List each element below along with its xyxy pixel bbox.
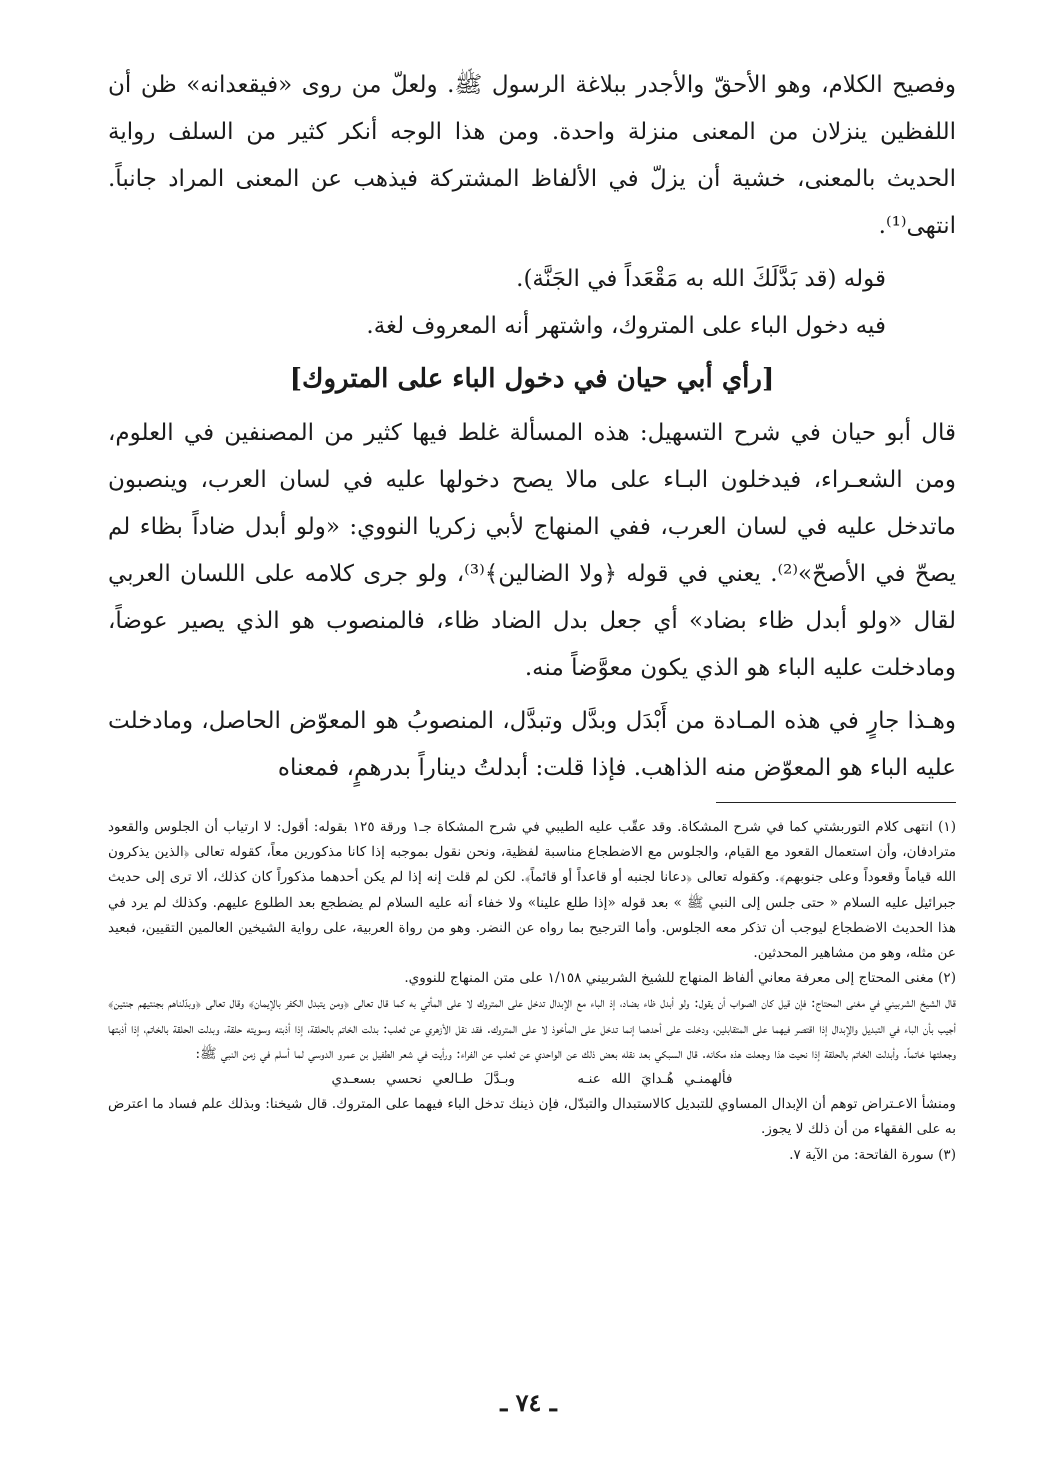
- footnote-divider: [716, 802, 956, 803]
- quote-line: قوله (قد بَدَّلَكَ الله به مَقْعَداً في الجَنَّة).: [516, 266, 886, 292]
- main-text: [108, 62, 956, 792]
- paragraph-1: وفصيح الكلام، وهو الأحقّ والأجدر ببلاغة الرسول ﷺ. ولعلّ من روى «فيقعدانه» ظن أن اللفظين ينزلان من المعنى منزلة واحدة. ومن هذا الوجه أنكر كثير من السلف رواية الحديث بالمعنى، خشية أن يزلّ في الألفاظ المشتركة فيذهب عن المعنى المراد جانباً. انتهى⁽¹⁾.: [108, 72, 956, 239]
- verse-second-hemistich: وبـدَّلَ طـالعي نحسي بسعـدي: [331, 1071, 515, 1088]
- footnotes: [108, 815, 956, 1168]
- paragraph-3: وهـذا جارٍ في هذه المـادة من أَبْدَل وبدَّل وتبدَّل، المنصوبُ هو المعوّض الحاصل، ومادخلت عليه الباء هو المعوّض منه الذاهب. فإذا قلت: أبدلتُ ديناراً بدرهمٍ، فمعناه: [108, 708, 956, 781]
- footnote-1: (١) انتهى كلام التوربشتي كما في شرح المشكاة. وقد عقّب عليه الطيبي في شرح المشكاة جـ١ ورقة ١٢٥ بقوله: أقول: لا ارتياب أن الجلوس والقعود مترادفان، وأن استعمال القعود مع القيام، والجلوس مع الاضطجاع مناسبة لفظية، ونحن نقول بموجبه إذا كانا مذكورين معاً، كقوله تعالى ﴿الذين يذكرون الله قياماً وقعوداً وعلى جنوبهم﴾. وكقوله تعالى ﴿دعانا لجنبه أو قاعداً أو قائماً﴾. لكن لم قلت إنه إذا لم يكن أحدهما مذكوراً كان كذلك، ألا ترى إلى حديث جبرائيل عليه السلام « حتى جلس إلى النبي ﷺ » بعد قوله «إذا طلع علينا» ولا خفاء أنه عليه السلام لم يضطجع بعد الطلوع عليهم. وكذلك لم يرد في هذا الحديث الاضطجاع ليوجب أن تذكر معه الجلوس. وأما الترجيح بما رواه عن النضر. وهو من رواة العربية، على رواية الشيخين العالمين التقيين، فبعيد عن مثله، وهو من مشاهير المحدثين.: [108, 819, 956, 962]
- quote-comment: فيه دخول الباء على المتروك، واشتهر أنه المعروف لغة.: [366, 313, 886, 339]
- paragraph-2: قال أبو حيان في شرح التسهيل: هذه المسألة غلط فيها كثير من المصنفين في العلوم، ومن الشعـراء، فيدخلون البـاء على مالا يصح دخولها عليه في لسان العرب، وينصبون ماتدخل عليه في لسان العرب، ففي المنهاج لأبي زكريا النووي: «ولو أبدل ضاداً بظاء لم يصحّ في الأصحّ»⁽²⁾. يعني في قوله ﴿ولا الضالين﴾⁽³⁾، ولو جرى كلامه على اللسان العربي لقال «ولو أبدل ظاء بضاد» أي جعل بدل الضاد ظاء، فالمنصوب هو الذي يصير عوضاً، ومادخلت عليه الباء هو الذي يكون معوَّضاً منه.: [108, 420, 956, 681]
- footnote-2-tail: ومنشأ الاعـتراض توهم أن الإبدال المساوي للتبديل كالاستبدال والتبدّل، فإن ذينك تدخل الباء فيهما على المتروك. قال شيخنا: وبذلك علم فساد ما اعترض به على الفقهاء من أن ذلك لا يجوز.: [108, 1096, 956, 1138]
- verse-first-hemistich: فألهمنـي هُـدايَ الله عنـه: [577, 1071, 733, 1088]
- footnote-3: (٣) سورة الفاتحة: من الآية ٧.: [789, 1146, 956, 1163]
- section-heading: [رأي أبي حيان في دخول الباء على المتروك]: [289, 364, 775, 394]
- page-number: ـ ٧٤ ـ: [500, 1388, 557, 1417]
- poem-verse: [108, 1067, 956, 1092]
- footnote-2: (٢) مغنى المحتاج إلى معرفة معاني ألفاظ المنهاج للشيخ الشربيني ١/١٥٨ على متن المنهاج للنووي.: [404, 970, 956, 987]
- footnote-2-detail: قال الشيخ الشربيني في مغنى المحتاج: فإن قيل كان الصواب أن يقول: ولو أبدل ظاء بضاد، إذ الباء مع الإبدال تدخل على المتروك لا على المأتي به كما قال تعالى ﴿ومن يتبدل الكفر بالإيمان﴾ وقال تعالى ﴿وبدّلناهم بجنتيهم جنتين﴾ أجيب بأن الباء في التبديل والإبدال إذا اقتصر فيهما على المتقابلين، ودخلت على أحدهما إنما تدخل على المأخوذ لا على المتروك. فقد نقل الأزهري عن ثعلب: بدلت الخاتم بالحلقة، إذا أذبته وسويته حلقة، وبدلت الحلقة بالخاتم، إذا أذبتها وجعلتها خاتماً. وأبدلت الخاتم بالحلقة إذا نحيت هذا وجعلت هذه مكانه. قال السبكي بعد نقله بعض ذلك عن الواحدي عن ثعلب عن الفراء: ورأيت في شعر الطفيل بن عمرو الدوسي لما أسلم في زمن النبي ﷺ:: [108, 995, 956, 1062]
- page-content: [108, 62, 956, 1168]
